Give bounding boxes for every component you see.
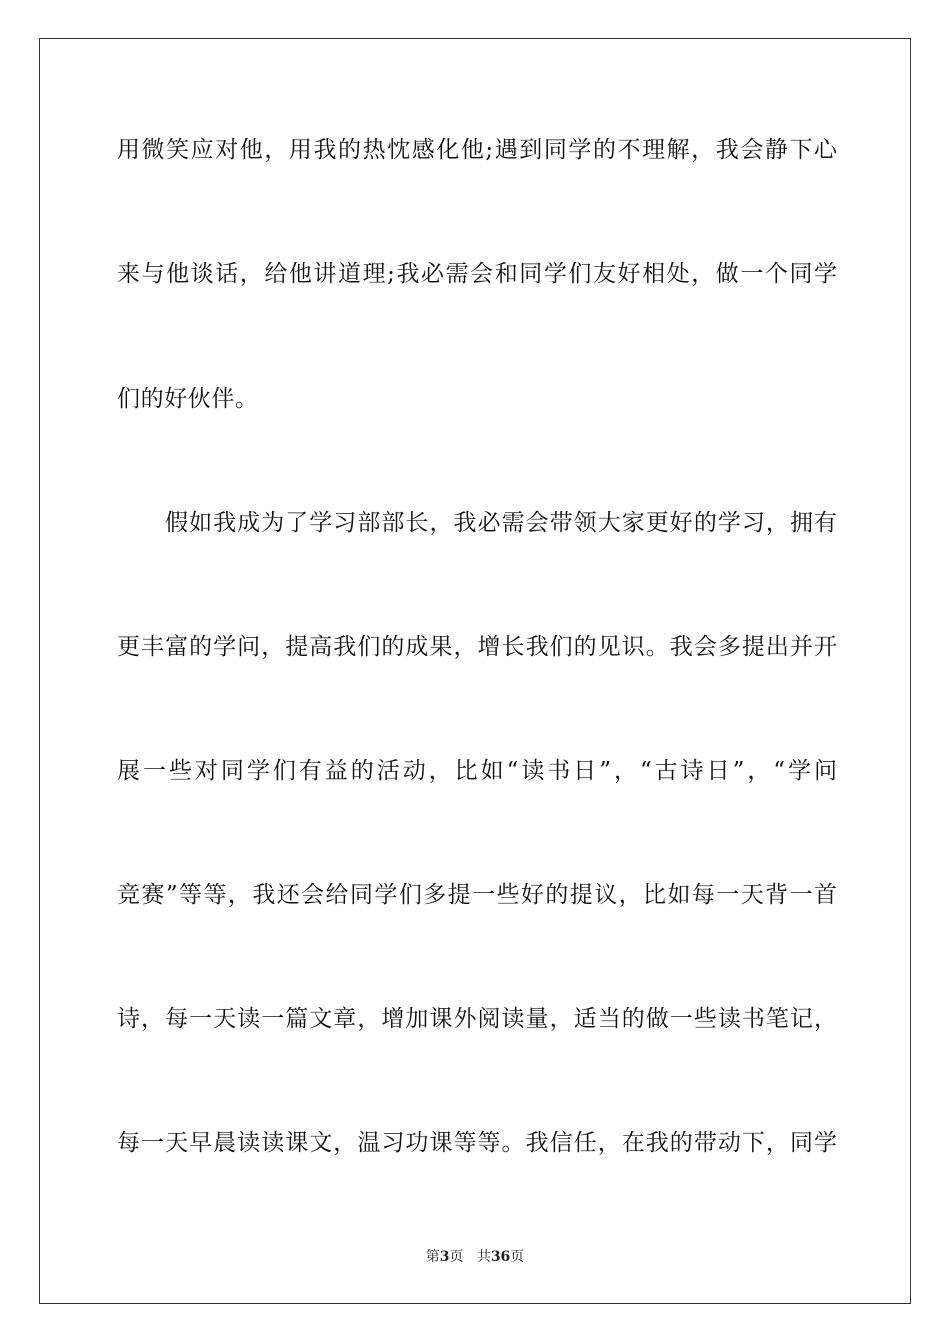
body-line-4: 假如我成为了学习部部长，我必需会带领大家更好的学习，拥有: [117, 510, 837, 536]
body-line-2: 来与他谈话，给他讲道理;我必需会和同学们友好相处，做一个同学: [117, 261, 837, 287]
body-line-8: 诗，每一天读一篇文章，增加课外阅读量，适当的做一些读书笔记，: [117, 1006, 837, 1032]
body-line-3: 们的好伙伴。: [117, 386, 259, 412]
footer-page-suffix: 页: [449, 1249, 464, 1265]
page-footer: [0, 1248, 950, 1266]
body-line-1: 用微笑应对他，用我的热忱感化他;遇到同学的不理解，我会静下心: [117, 137, 837, 163]
footer-page-number: 3: [439, 1249, 450, 1265]
footer-page-prefix: 第: [425, 1249, 440, 1265]
footer-total-prefix: 共: [476, 1249, 491, 1265]
body-line-6: 展一些对同学们有益的活动，比如“读书日”，“古诗日”，“学问: [117, 758, 837, 784]
body-line-7: 竞赛”等等，我还会给同学们多提一些好的提议，比如每一天背一首: [117, 882, 837, 908]
body-line-9: 每一天早晨读读课文，温习功课等等。我信任，在我的带动下，同学: [117, 1130, 837, 1156]
footer-total-pages: 36: [490, 1249, 511, 1265]
body-line-5: 更丰富的学问，提高我们的成果，增长我们的见识。我会多提出并开: [117, 634, 837, 660]
page-border: [39, 38, 911, 1304]
footer-total-suffix: 页: [510, 1249, 525, 1265]
